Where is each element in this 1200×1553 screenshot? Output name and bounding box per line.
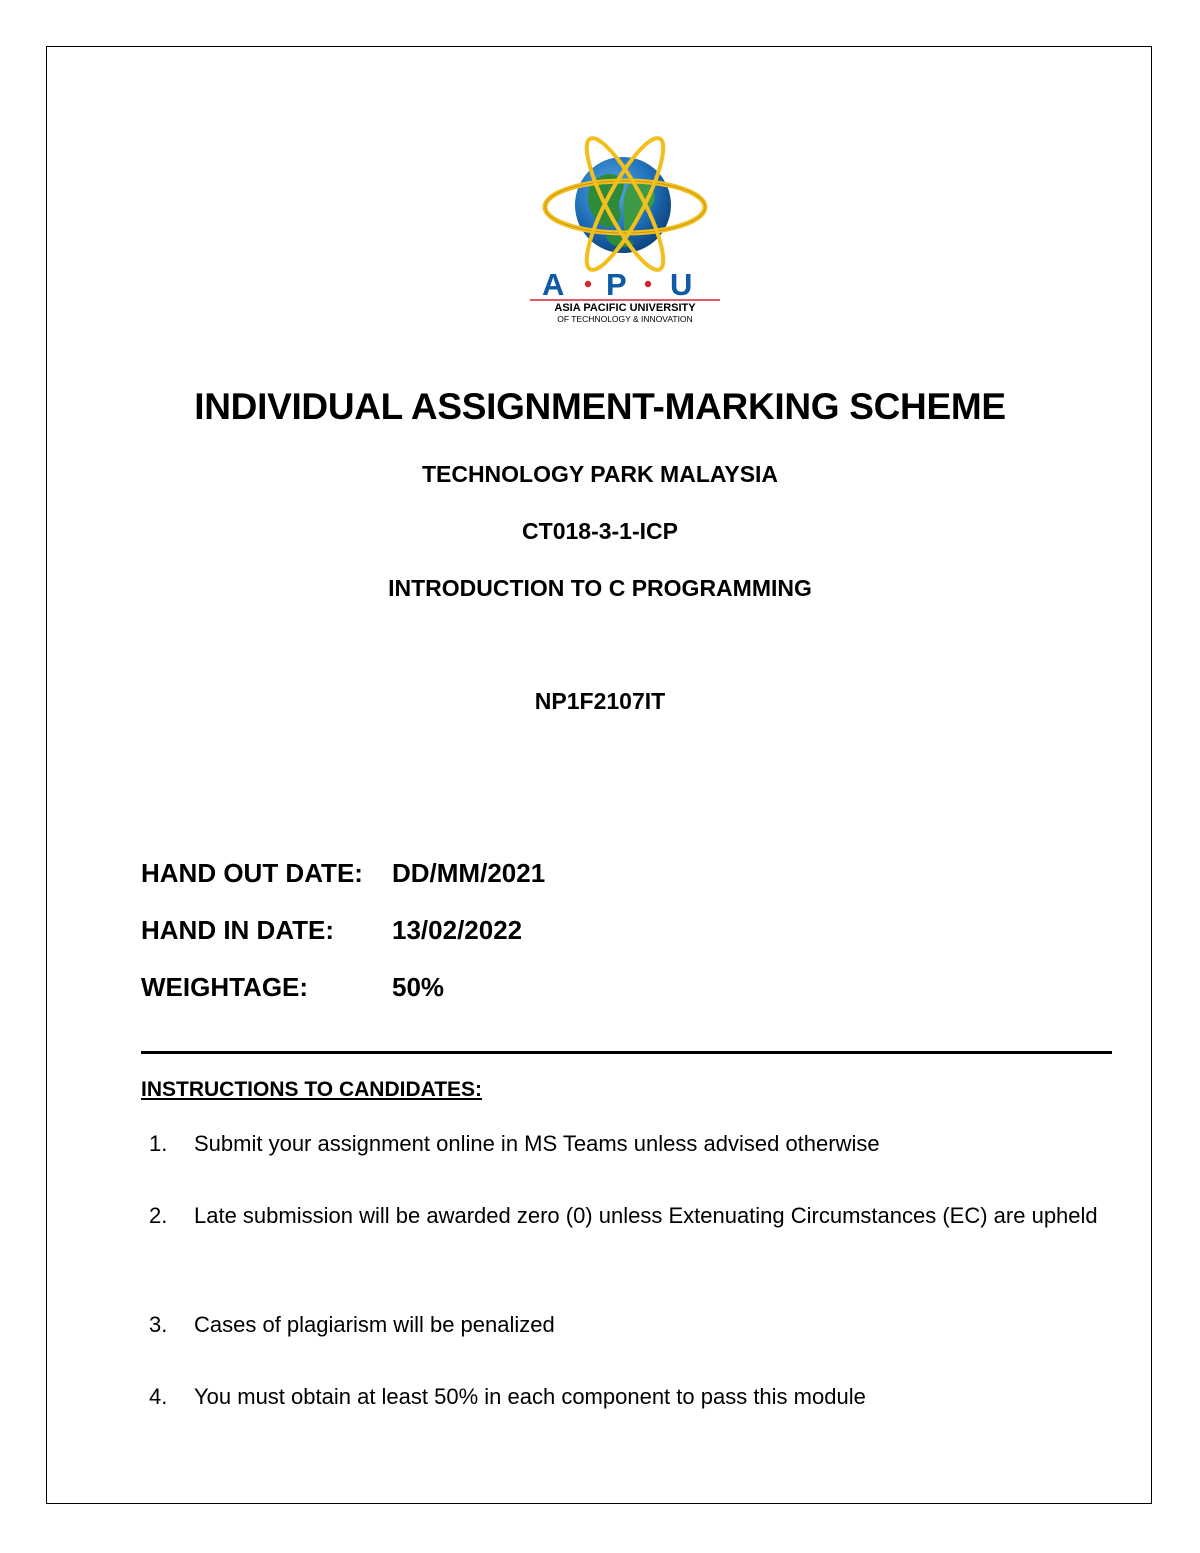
logo-letter-u: U <box>670 267 693 302</box>
instruction-item <box>149 1306 1109 1343</box>
instruction-item <box>149 1125 1109 1162</box>
instruction-number: 1. <box>149 1131 168 1156</box>
handout-date-row <box>141 858 545 889</box>
handin-date-label: HAND IN DATE: <box>141 915 335 945</box>
instruction-number: 3. <box>149 1312 168 1337</box>
handin-date-row <box>141 915 522 946</box>
intake-code: NP1F2107IT <box>534 688 666 714</box>
handout-date-value: DD/MM/2021 <box>392 858 546 888</box>
instruction-item <box>149 1197 1109 1234</box>
handout-date-label: HAND OUT DATE: <box>141 858 363 888</box>
instruction-text: You must obtain at least 50% in each component to pass this module <box>194 1384 866 1409</box>
logo-university-name: ASIA PACIFIC UNIVERSITY <box>554 302 696 314</box>
instruction-text: Late submission will be awarded zero (0) unless Extenuating Circumstances (EC) are upheld <box>194 1203 1098 1228</box>
instruction-text: Submit your assignment online in MS Teams unless advised otherwise <box>194 1131 880 1156</box>
logo-letter-a: A <box>542 267 565 302</box>
logo-university-tagline: OF TECHNOLOGY & INNOVATION <box>557 314 693 324</box>
instruction-number: 2. <box>149 1203 168 1228</box>
instruction-item <box>149 1378 1109 1415</box>
weightage-value: 50% <box>392 972 445 1002</box>
weightage-row <box>141 972 444 1003</box>
handin-date-value: 13/02/2022 <box>392 915 523 945</box>
location-heading: TECHNOLOGY PARK MALAYSIA <box>421 461 779 487</box>
section-divider <box>141 1051 1112 1054</box>
weightage-label: WEIGHTAGE: <box>141 972 309 1002</box>
apu-logo <box>520 132 730 327</box>
module-code: CT018-3-1-ICP <box>522 518 678 544</box>
instruction-number: 4. <box>149 1384 168 1409</box>
instruction-text: Cases of plagiarism will be penalized <box>194 1312 555 1337</box>
module-name: INTRODUCTION TO C PROGRAMMING <box>388 575 812 601</box>
logo-letter-p: P <box>606 267 627 302</box>
apu-logo-graphic <box>520 132 730 327</box>
instructions-heading: INSTRUCTIONS TO CANDIDATES: <box>141 1078 483 1101</box>
document-title: INDIVIDUAL ASSIGNMENT-MARKING SCHEME <box>194 386 1006 427</box>
